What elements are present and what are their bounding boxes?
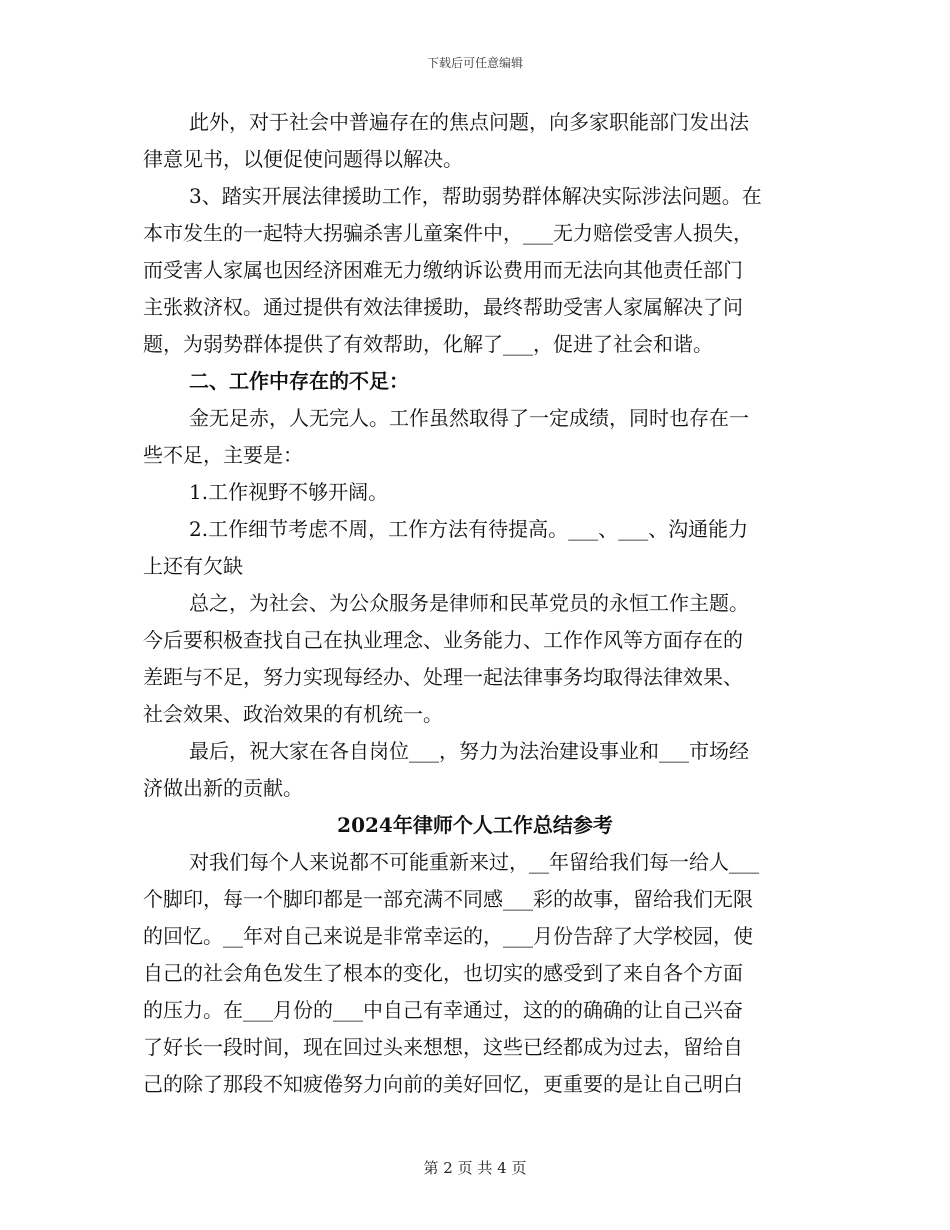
document-body [143, 104, 807, 1103]
list-item: 1.工作视野不够开阔。 [189, 480, 389, 504]
page-header: 下载后可任意编辑 [426, 56, 523, 70]
paragraph-line: 主张救济权。通过提供有效法律援助，最终帮助受害人家属解决了问 [143, 295, 743, 319]
paragraph-line: 最后，祝大家在各自岗位___，努力为法治建设事业和___市场经 [189, 739, 749, 763]
paragraph-line: 的压力。在___月份的___中自己有幸通过，这的的确确的让自己兴奋 [143, 998, 743, 1022]
paragraph-line: 题，为弱势群体提供了有效帮助，化解了___，促进了社会和谐。 [143, 332, 713, 356]
document-title: 2024年律师个人工作总结参考 [337, 813, 613, 837]
paragraph-line: 3、踏实开展法律援助工作，帮助弱势群体解决实际涉法问题。在 [189, 184, 762, 208]
paragraph-line: 差距与不足，努力实现每经办、处理一起法律事务均取得法律效果、 [143, 665, 743, 689]
paragraph-line: 济做出新的贡献。 [143, 776, 303, 800]
paragraph-line: 而受害人家属也因经济困难无力缴纳诉讼费用而无法向其他责任部门 [143, 258, 743, 282]
paragraph-line: 上还有欠缺 [143, 554, 243, 578]
paragraph-line: 己的除了那段不知疲倦努力向前的美好回忆，更重要的是让自己明白 [143, 1072, 743, 1096]
paragraph-line: 自己的社会角色发生了根本的变化，也切实的感受到了来自各个方面 [143, 961, 743, 985]
paragraph-line: 了好长一段时间，现在回过头来想想，这些已经都成为过去，留给自 [143, 1035, 743, 1059]
paragraph-line: 律意见书，以便促使问题得以解决。 [143, 147, 463, 171]
paragraph-line: 本市发生的一起特大拐骗杀害儿童案件中，___无力赔偿受害人损失， [143, 221, 753, 245]
page-footer: 第 2 页 共 4 页 [423, 1159, 527, 1177]
paragraph-line: 的回忆。__年对自己来说是非常幸运的，___月份告辞了大学校园，使 [143, 924, 753, 948]
paragraph-line: 金无足赤，人无完人。工作虽然取得了一定成绩，同时也存在一 [189, 406, 749, 430]
paragraph-line: 今后要积极查找自己在执业理念、业务能力、工作作风等方面存在的 [143, 628, 743, 652]
paragraph-line: 些不足，主要是： [143, 443, 303, 467]
paragraph-line: 对我们每个人来说都不可能重新来过，__年留给我们每一给人___ [189, 850, 759, 874]
list-item: 2.工作细节考虑不周，工作方法有待提高。___、___、沟通能力 [189, 517, 749, 541]
section-heading: 二、工作中存在的不足： [189, 369, 409, 393]
paragraph-line: 总之，为社会、为公众服务是律师和民革党员的永恒工作主题。 [189, 591, 749, 615]
paragraph-line: 此外，对于社会中普遍存在的焦点问题，向多家职能部门发出法 [189, 110, 749, 134]
paragraph-line: 个脚印，每一个脚印都是一部充满不同感___彩的故事，留给我们无限 [143, 887, 753, 911]
paragraph-line: 社会效果、政治效果的有机统一。 [143, 702, 443, 726]
